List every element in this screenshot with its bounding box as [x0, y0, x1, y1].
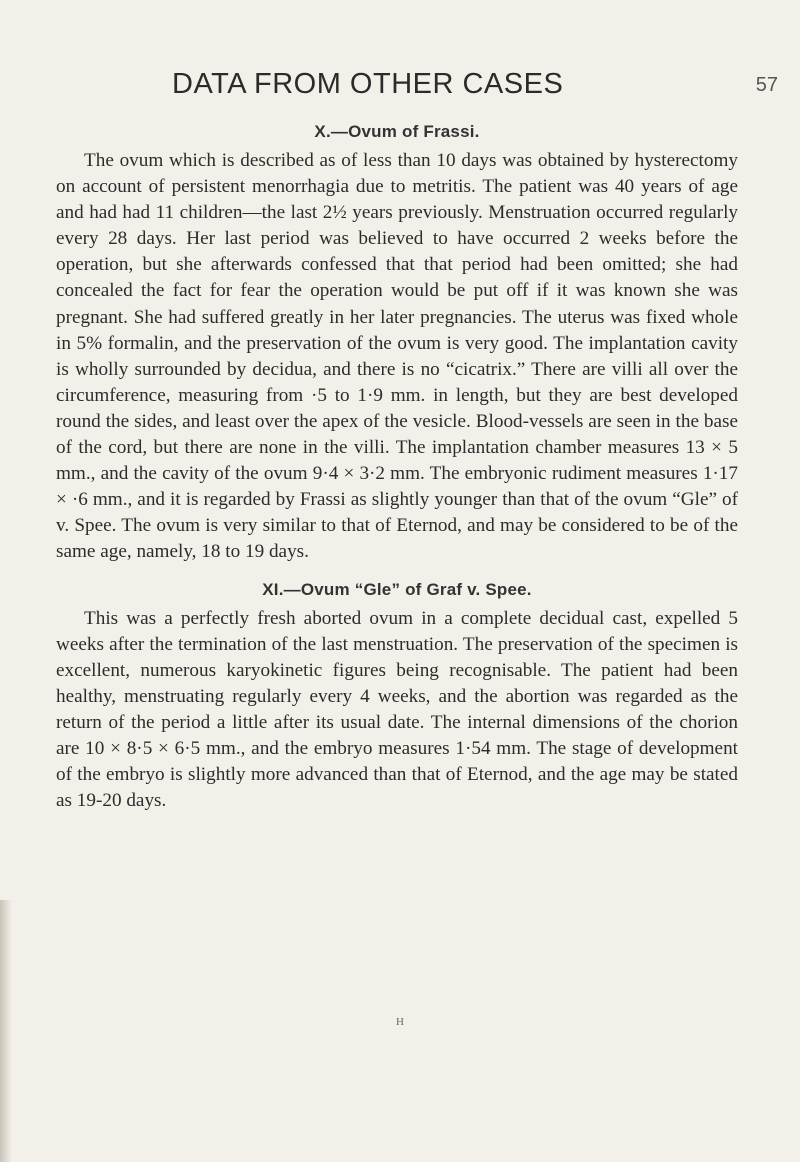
- text-block: [56, 122, 738, 814]
- section-title: —Ovum of Frassi.: [330, 122, 480, 141]
- section-numeral: X.: [314, 122, 331, 141]
- paragraph-frassi: The ovum which is described as of less than 10 days was obtained by hysterectomy on account of persistent menorrhagia due to metritis. The patient was 40 years of age and had had 11 children—the last 2½ years previously. Menstruation occurred regularly every 28 days. Her last period was believed to have occurred 2 weeks before the operation, but she afterwards confessed that that period had been omitted; she had concealed the fact for fear the operation would be put off if it was known she was pregnant. She had suffered greatly in her later pregnancies. The uterus was fixed whole in 5% formalin, and the preservation of the ovum is very good. The implantation cavity is wholly surrounded by decidua, and there is no “cicatrix.” There are villi all over the circumference, measuring from ·5 to 1·9 mm. in length, but they are best developed round the sides, and least over the apex of the vesicle. Blood-vessels are seen in the base of the cord, but there are none in the villi. The implantation chamber measures 13 × 5 mm., and the cavity of the ovum 9·4 × 3·2 mm. The embryonic rudiment measures 1·17 × ·6 mm., and it is regarded by Frassi as slightly younger than that of the ovum “Gle” of v. Spee. The ovum is very similar to that of Eternod, and may be considered to be of the same age, namely, 18 to 19 days.: [56, 150, 738, 563]
- section-numeral: XI.: [262, 579, 284, 599]
- section-heading-frassi: [56, 122, 738, 142]
- signature-mark: H: [396, 1016, 404, 1028]
- section-title: —Ovum “Gle” of Graf v. Spee.: [283, 579, 532, 599]
- page-number: 57: [755, 74, 778, 96]
- paragraph-gle: This was a perfectly fresh aborted ovum in a complete decidual cast, expelled 5 weeks after the termination of the last menstruation. The preservation of the specimen is excellent, numerous karyokinetic figures being recognisable. The patient had been healthy, menstruating regularly every 4 weeks, and the abortion was regarded as the return of the period a little after its usual date. The internal dimensions of the chorion are 10 × 8·5 × 6·5 mm., and the embryo measures 1·54 mm. The stage of development of the embryo is slightly more advanced than that of Eternod, and the age may be stated as 19-20 days.: [56, 607, 738, 812]
- running-title: DATA FROM OTHER CASES: [172, 68, 564, 100]
- page-binding-shadow: [0, 900, 12, 1162]
- section-heading-gle: [56, 580, 738, 600]
- running-head: [172, 68, 782, 108]
- section-gap: [56, 566, 738, 580]
